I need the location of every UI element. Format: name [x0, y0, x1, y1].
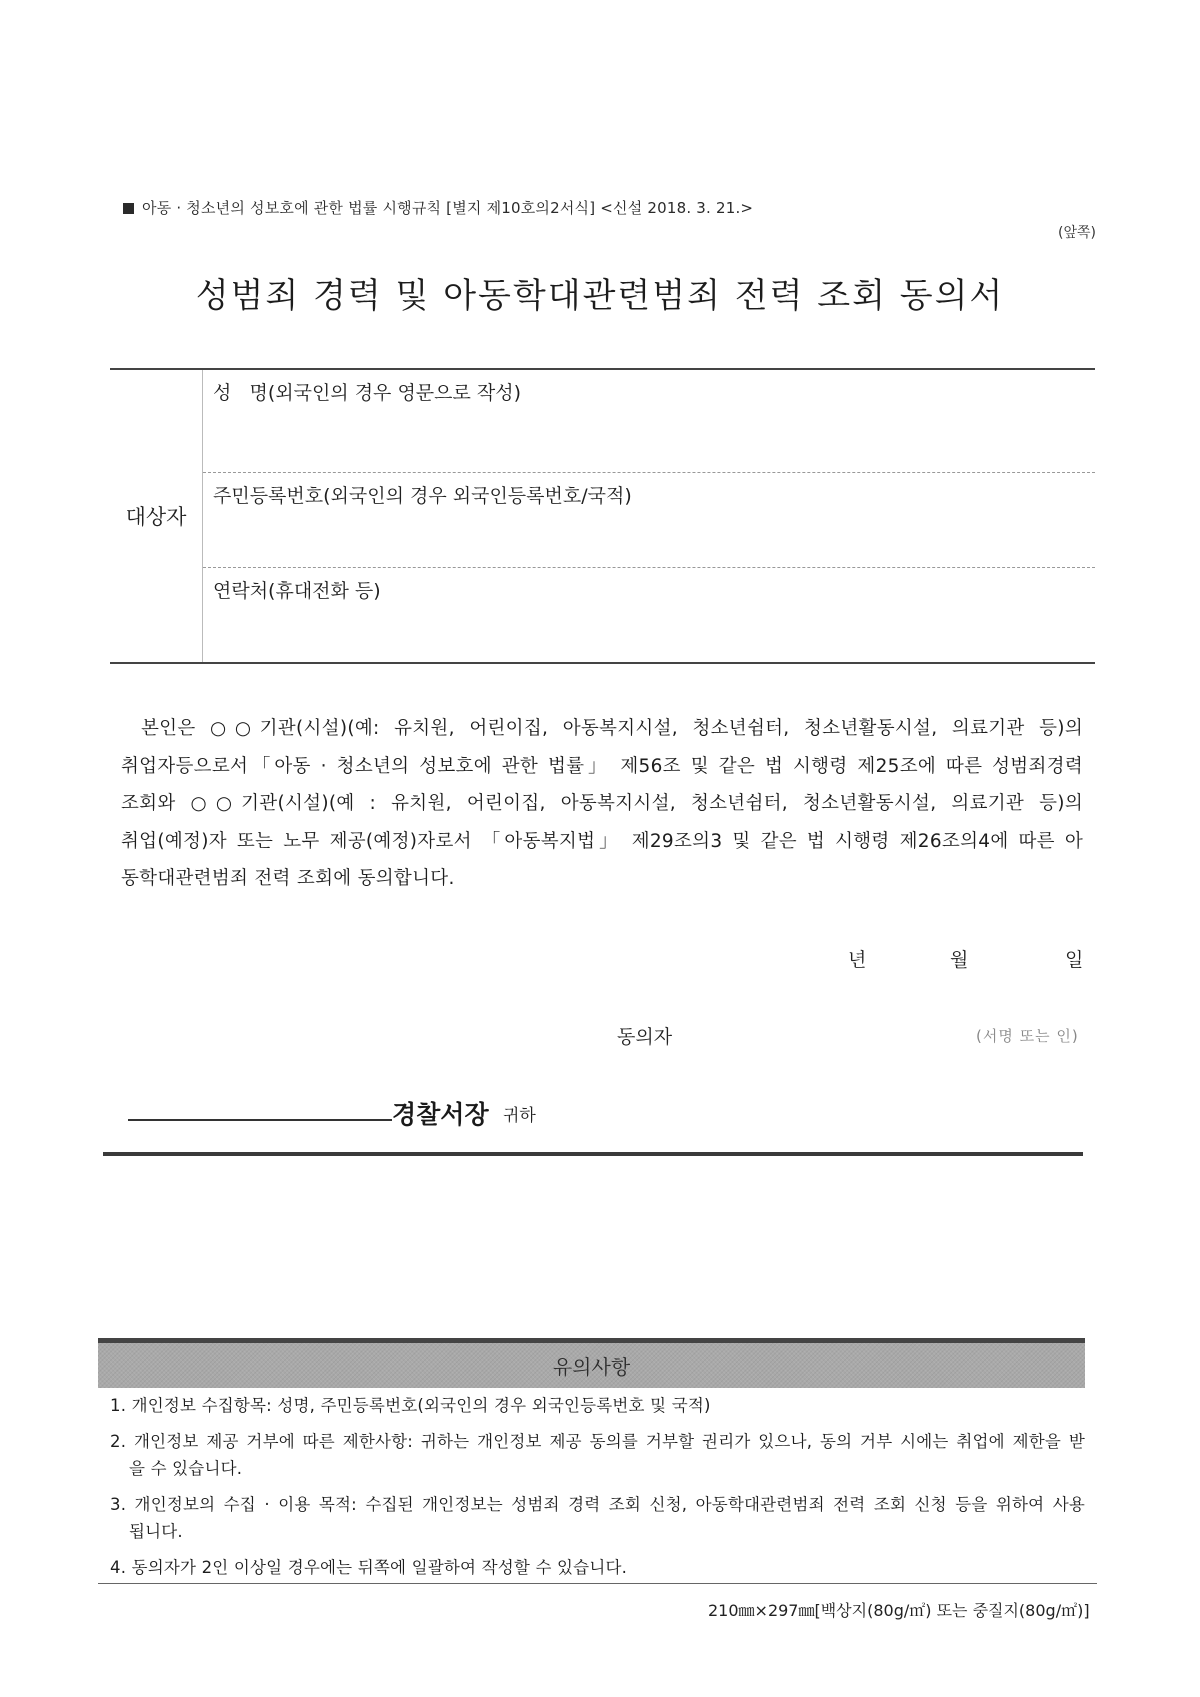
date-month-label[interactable]: 월 [950, 949, 969, 971]
notice-item: 3. 개인정보의 수집 · 이용 목적: 수집된 개인정보는 성범죄 경력 조회 신청, 아동학대관련범죄 전력 조회 신청 등을 위하여 사용 됩니다. [110, 1495, 1085, 1541]
date-day-label[interactable]: 일 [1065, 949, 1084, 971]
section-divider [103, 1152, 1083, 1156]
addressee-name: 경찰서장 [392, 1100, 489, 1129]
consent-line: 동학대관련범죄 전력 조회에 동의합니다. [121, 868, 455, 889]
contact-input[interactable] [213, 614, 1085, 652]
signature-field[interactable]: (서명 또는 인) [976, 1027, 1079, 1045]
form-reference-text: 아동 · 청소년의 성보호에 관한 법률 시행규칙 [별지 제10호의2서식] <신설 2018. 3. 21.> [142, 199, 754, 217]
consent-line: 조회와 ○○기관(시설)(예 : 유치원, 어린이집, 아동복지시설, 청소년쉼터, 청소년활동시설, 의료기관 등)의 [121, 793, 1083, 814]
resident-number-field-label: 주민등록번호(외국인의 경우 외국인등록번호/국적) [213, 485, 632, 507]
notice-header-text: 유의사항 [552, 1355, 631, 1379]
contact-field-label: 연락처(휴대전화 등) [213, 580, 381, 602]
signatory-label: 동의자 [617, 1026, 673, 1048]
resident-number-row [203, 473, 1095, 568]
page-side-label: (앞쪽) [1058, 225, 1096, 241]
document-title: 성범죄 경력 및 아동학대관련범죄 전력 조회 동의서 [195, 276, 1005, 316]
police-station-blank[interactable] [128, 1119, 392, 1121]
form-reference [123, 197, 753, 218]
consent-line: 취업(예정)자 또는 노무 제공(예정)자로서 「아동복지법」 제29조의3 및 같은 법 시행령 제26조의4에 따른 아 [121, 830, 1083, 852]
consent-line: 본인은 ○○기관(시설)(예: 유치원, 어린이집, 아동복지시설, 청소년쉼터, 청소년활동시설, 의료기관 등)의 [141, 718, 1083, 739]
paper-spec: 210㎜×297㎜[백상지(80g/㎡) 또는 중질지(80g/㎡)] [708, 1601, 1090, 1620]
name-field-label: 성 명(외국인의 경우 영문으로 작성) [213, 382, 522, 404]
black-square-icon [123, 203, 134, 214]
name-row [203, 370, 1095, 473]
notice-list [110, 1392, 1085, 1593]
subject-info-table [110, 368, 1095, 664]
contact-row [203, 568, 1095, 662]
notice-item: 2. 개인정보 제공 거부에 따른 제한사항: 귀하는 개인정보 제공 동의를 거부할 권리가 있으나, 동의 거부 시에는 취업에 제한을 받 을 수 있습니다. [110, 1432, 1085, 1478]
subject-label: 대상자 [110, 370, 203, 662]
notice-item: 4. 동의자가 2인 이상일 경우에는 뒤쪽에 일괄하여 작성할 수 있습니다. [98, 1554, 1097, 1584]
notice-item: 1. 개인정보 수집항목: 성명, 주민등록번호(외국인의 경우 외국인등록번호 및 국적) [110, 1396, 711, 1415]
consent-line: 취업자등으로서「아동 · 청소년의 성보호에 관한 법률」 제56조 및 같은 법 시행령 제25조에 따른 성범죄경력 [121, 755, 1083, 777]
name-input[interactable] [213, 424, 1085, 462]
addressee-suffix: 귀하 [503, 1106, 536, 1126]
consent-statement [121, 710, 1083, 898]
date-year-label[interactable]: 년 [848, 949, 867, 971]
notice-header [98, 1338, 1085, 1388]
resident-number-input[interactable] [213, 519, 1085, 557]
